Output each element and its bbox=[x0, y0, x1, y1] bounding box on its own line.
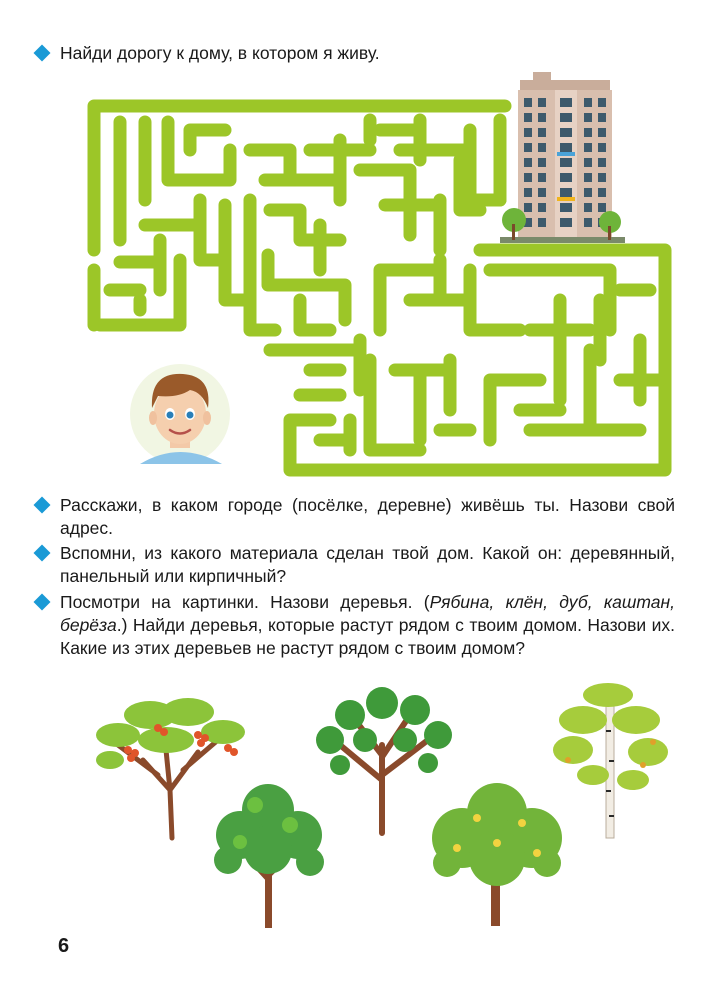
task-text: Посмотри на картинки. Назови деревья. (Рябина, клён, дуб, каштан, берёза.) Найди деревья, которые растут рядом с твоим домом. Назови их. Какие из этих деревьев не растут рядом с твоим домом? bbox=[60, 592, 676, 658]
task-text: Вспомни, из какого материала сделан твой дом. Какой он: деревянный, панельный или кирпичный? bbox=[60, 543, 675, 586]
task-house-material bbox=[60, 542, 675, 588]
tree-names: Рябина, клён, дуб, каштан, берёза bbox=[60, 592, 676, 635]
task-text: Найди дорогу к дому, в котором я живу. bbox=[60, 43, 380, 63]
page-number: 6 bbox=[58, 935, 70, 957]
task-tell-city bbox=[60, 494, 675, 540]
birch-tree-icon bbox=[548, 680, 673, 840]
chestnut-tree-icon bbox=[427, 778, 567, 928]
apartment-building-icon bbox=[500, 72, 625, 247]
task-text: Расскажи, в каком городе (посёлке, деревне) живёшь ты. Назови свой адрес. bbox=[60, 495, 675, 538]
task-name-trees bbox=[60, 591, 675, 660]
boy-face-icon bbox=[128, 362, 233, 467]
